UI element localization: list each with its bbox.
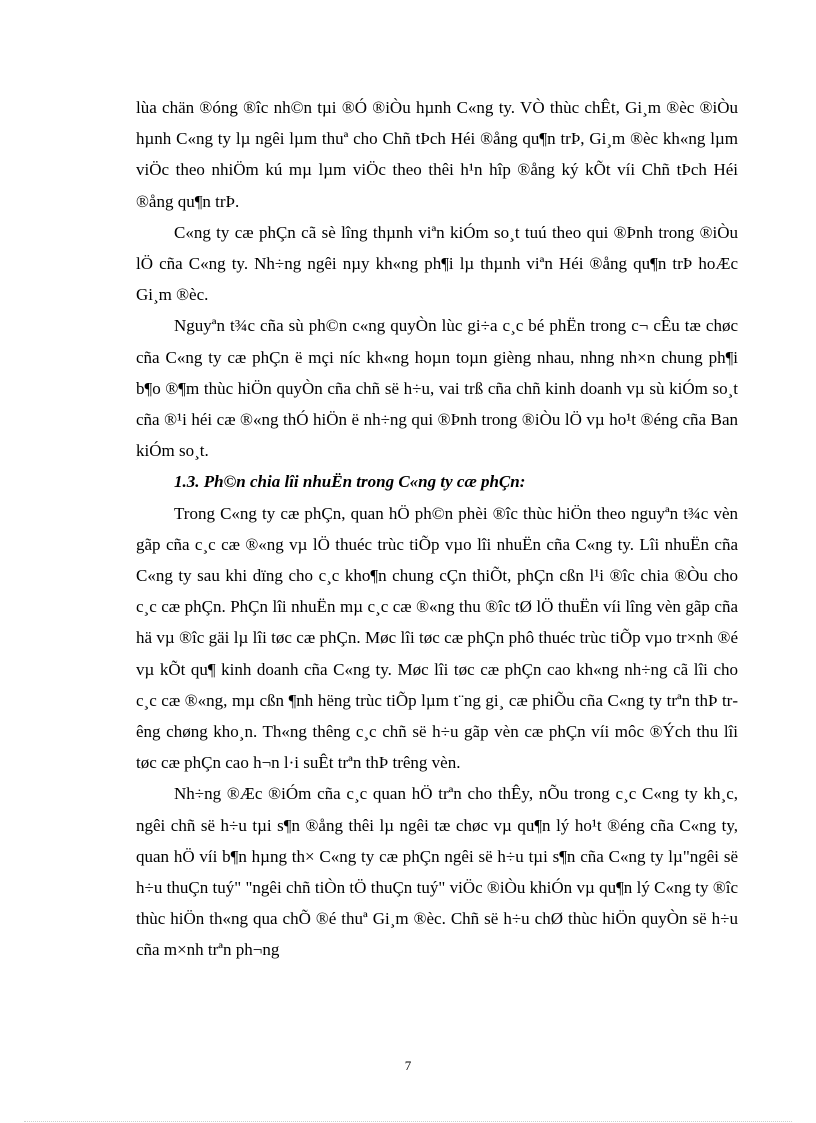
page-bottom-divider bbox=[24, 1121, 792, 1122]
paragraph-3: Nguyªn t¾c cña sù ph©n c«ng quyÒn lùc gi÷a c¸c bé phËn trong c¬ cÊu tæ chøc cña C«ng ty cæ phÇn ë mçi níc kh«ng hoµn toµn gièng nhau, nhng nh×n chung ph¶i b¶o ®¶m thùc hiÖn quyÒn cña chñ së h÷u, vai trß cña chñ kinh doanh vµ sù kiÓm so¸t cña ®¹i héi cæ ®«ng thÓ hiÖn ë nh÷ng qui ®Þnh trong ®iÒu lÖ vµ ho¹t ®éng cña Ban kiÓm so¸t. bbox=[136, 316, 738, 461]
paragraph-1: lùa chän ®óng ®îc nh©n tµi ®Ó ®iÒu hµnh C«ng ty. VÒ thùc chÊt, Gi¸m ®èc ®iÒu hµnh C«ng ty lµ ngêi lµm thuª cho Chñ tÞch Héi ®ång qu¶n trÞ, Gi¸m ®èc kh«ng lµm viÖc theo nhiÖm kú mµ lµm viÖc theo thêi h¹n hîp ®ång ký kÕt víi Chñ tÞch Héi ®ång qu¶n trÞ. bbox=[136, 98, 738, 211]
paragraph-4: Trong C«ng ty cæ phÇn, quan hÖ ph©n phèi ®îc thùc hiÖn theo nguyªn t¾c vèn gãp cña c¸c cæ ®«ng vµ lÖ thuéc trùc tiÕp vµo lîi nhuËn cña C«ng ty. Lîi nhuËn cña C«ng ty sau khi dïng cho c¸c kho¶n chung cÇn thiÕt, phÇn cßn l¹i ®îc chia ®Òu cho c¸c cæ phÇn. PhÇn lîi nhuËn mµ c¸c cæ ®«ng thu ®îc tØ lÖ thuËn víi lîng vèn gãp cña hä vµ ®îc gäi lµ lîi tøc cæ phÇn. Møc lîi tøc cæ phÇn phô thuéc trùc tiÕp vµo tr×nh ®é vµ kÕt qu¶ kinh doanh cña C«ng ty. Møc lîi tøc cæ phÇn cao kh«ng nh÷ng cã lîi cho c¸c cæ ®«ng, mµ cßn ¶nh hëng trùc tiÕp lµm t¨ng gi¸ cæ phiÕu cña C«ng ty trªn thÞ trêng chøng kho¸n. Th«ng thêng c¸c chñ së h÷u gãp vèn cæ phÇn víi môc ®Ých thu lîi tøc cæ phÇn cao h¬n l·i suÊt trªn thÞ trêng vèn. bbox=[136, 503, 738, 773]
body-text bbox=[136, 92, 738, 966]
section-heading: 1.3. Ph©n chia lîi nhuËn trong C«ng ty cæ phÇn: bbox=[174, 472, 526, 492]
paragraph-5: Nh÷ng ®Æc ®iÓm cña c¸c quan hÖ trªn cho thÊy, nÕu trong c¸c C«ng ty kh¸c, ngêi chñ së h÷u tµi s¶n ®ång thêi lµ ngêi tæ chøc vµ qu¶n lý ho¹t ®éng cña C«ng ty, quan hÖ víi b¶n hµng th× C«ng ty cæ phÇn ngêi së h÷u tµi s¶n cña C«ng ty lµ"ngêi së h÷u thuÇn tuý" "ngêi chñ tiÒn tÖ thuÇn tuý" viÖc ®iÒu khiÓn vµ qu¶n lý C«ng ty ®îc thùc hiÖn th«ng qua chÕ ®é thuª Gi¸m ®èc. Chñ së h÷u chØ thùc hiÖn quyÒn së h÷u cña m×nh trªn ph¬ng bbox=[136, 784, 738, 960]
paragraph-2: C«ng ty cæ phÇn cã sè lîng thµnh viªn kiÓm so¸t tuú theo qui ®Þnh trong ®iÒu lÖ cña C«ng ty. Nh÷ng ngêi nµy kh«ng ph¶i lµ thµnh viªn Héi ®ång qu¶n trÞ hoÆc Gi¸m ®èc. bbox=[136, 222, 738, 305]
page-number: 7 bbox=[404, 1058, 412, 1073]
